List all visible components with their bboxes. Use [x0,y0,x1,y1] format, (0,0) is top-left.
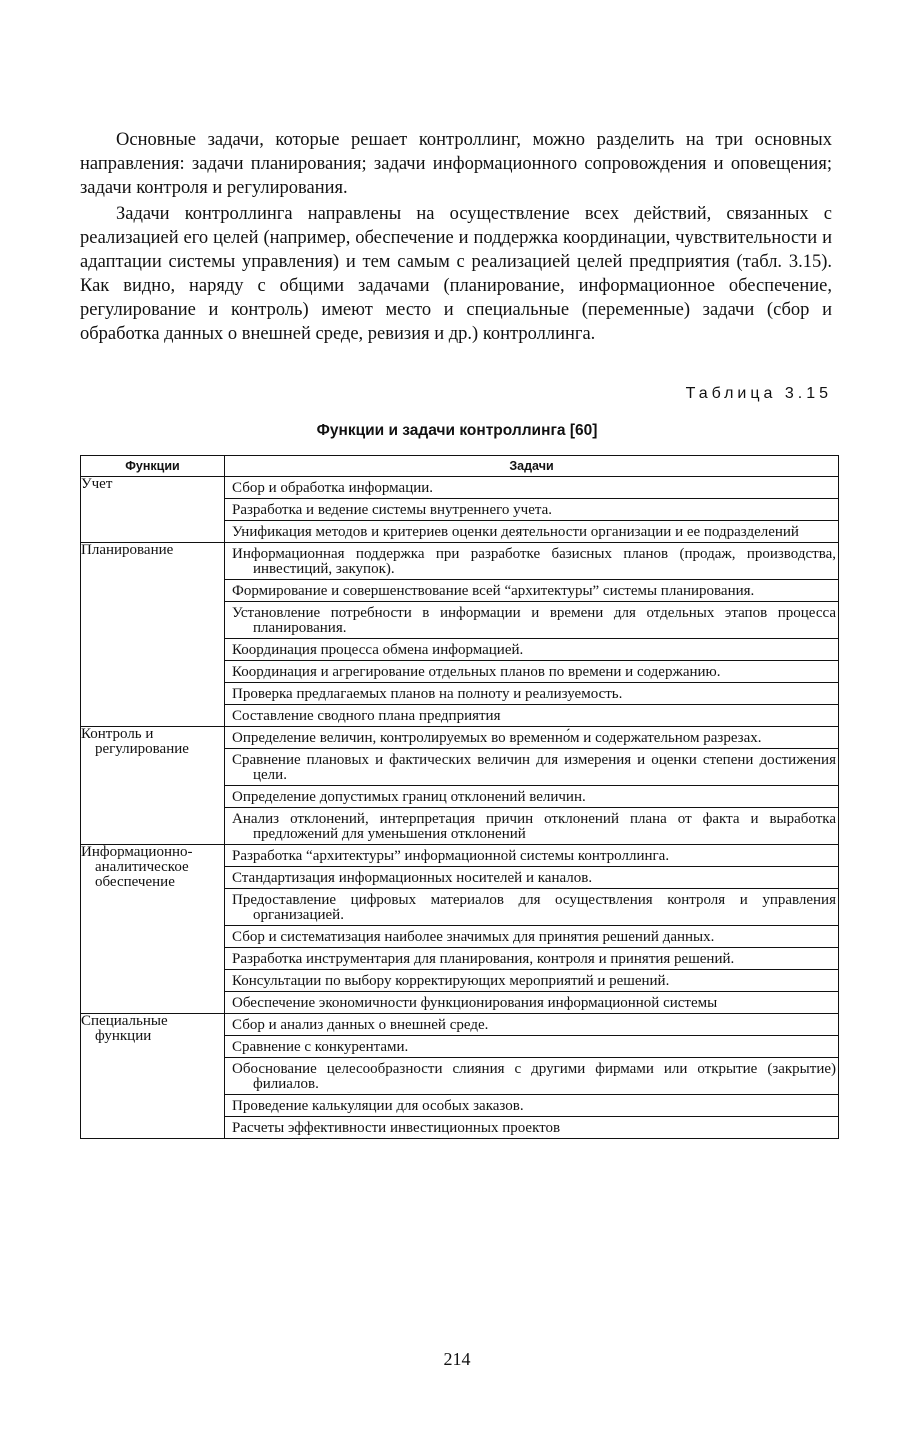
function-name-line: Специальные [81,1013,168,1029]
tasks-cell [225,1014,839,1139]
task-item: Проведение калькуляции для особых заказов. [225,1095,838,1117]
task-item: Предоставление цифровых материалов для осуществления контроля и управления организацией. [225,889,838,926]
tasks-cell [225,727,839,845]
task-item: Расчеты эффективности инвестиционных проектов [232,1120,561,1136]
task-item: Составление сводного плана предприятия [232,708,501,724]
task-item: Разработка и ведение системы внутреннего учета. [225,499,838,521]
task-item: Определение величин, контролируемых во временно́м и содержательном разрезах. [225,727,838,749]
task-item: Информационная поддержка при разработке базисных планов (продаж, производства, инвестиций, закупок). [225,543,838,580]
function-cell [81,477,225,543]
controlling-functions-table [80,455,839,1139]
task-item: Определение допустимых границ отклонений величин. [225,786,838,808]
table-row [81,845,839,1014]
function-name-line: Информационно- [81,844,193,860]
task-item: Координация процесса обмена информацией. [225,639,838,661]
task-item: Анализ отклонений, интерпретация причин отклонений плана от факта и выработка предложений для уменьшения отклонений [232,811,836,842]
function-name-line: обеспечение [95,874,175,890]
task-item: Формирование и совершенствование всей “архитектуры” системы планирования. [225,580,838,602]
task-item: Унификация методов и критериев оценки деятельности организации и ее подразделений [232,524,799,540]
task-item: Обеспечение экономичности функционирования информационной системы [232,995,718,1011]
function-name-line: регулирование [95,741,189,757]
task-item: Консультации по выбору корректирующих мероприятий и решений. [225,970,838,992]
task-item: Сбор и анализ данных о внешней среде. [225,1014,838,1036]
function-name-line: Контроль и [81,726,154,742]
task-item: Проверка предлагаемых планов на полноту и реализуемость. [225,683,838,705]
table-row [81,543,839,727]
function-cell [81,1014,225,1139]
table-row [81,477,839,543]
task-item: Сбор и обработка информации. [225,477,838,499]
function-name-line: функции [95,1028,152,1044]
body-paragraph: Задачи контроллинга направлены на осуществление всех действий, связанных с реализацией его целей (например, обеспечение и поддержка координации, чувствительности и адаптации системы управления) и тем самым с реализацией целей предприятия (табл. 3.15). Как видно, наряду с общими задачами (планирование, информационное обеспечение, регулирование и контроль) имеют место и специальные (переменные) задачи (сбор и обработка данных о внешней среде, ревизия и др.) контроллинга. [80,204,832,344]
table-row [81,727,839,845]
function-name-line: Учет [81,476,113,492]
table-body [81,477,839,1139]
function-cell [81,845,225,1014]
task-item: Сравнение плановых и фактических величин для измерения и оценки степени достижения цели. [225,749,838,786]
function-name-line: аналитическое [95,859,189,875]
tasks-cell [225,543,839,727]
page-number: 214 [443,1349,471,1369]
tasks-cell [225,845,839,1014]
task-item: Разработка инструментария для планирования, контроля и принятия решений. [225,948,838,970]
task-item: Обоснование целесообразности слияния с другими фирмами или открытие (закрытие) филиалов. [225,1058,838,1095]
header-functions: Функции [81,456,225,477]
task-item: Сбор и систематизация наиболее значимых для принятия решений данных. [225,926,838,948]
function-cell [81,727,225,845]
task-item: Установление потребности в информации и времени для отдельных этапов процесса планирования. [225,602,838,639]
intro-paragraph: Основные задачи, которые решает контроллинг, можно разделить на три основных направления: задачи планирования; задачи информационного сопровождения и оповещения; задачи контроля и регулирования. [80,130,832,198]
table-number-label: Таблица 3.15 [685,385,832,402]
task-item: Стандартизация информационных носителей и каналов. [225,867,838,889]
tasks-cell [225,477,839,543]
task-item: Координация и агрегирование отдельных планов по времени и содержанию. [225,661,838,683]
table-header-row [81,456,839,477]
task-item: Разработка “архитектуры” информационной системы контроллинга. [225,845,838,867]
function-cell [81,543,225,727]
function-name-line: Планирование [81,542,174,558]
task-item: Сравнение с конкурентами. [225,1036,838,1058]
header-tasks: Задачи [225,456,839,477]
table-row [81,1014,839,1139]
table-title: Функции и задачи контроллинга [60] [316,422,598,439]
